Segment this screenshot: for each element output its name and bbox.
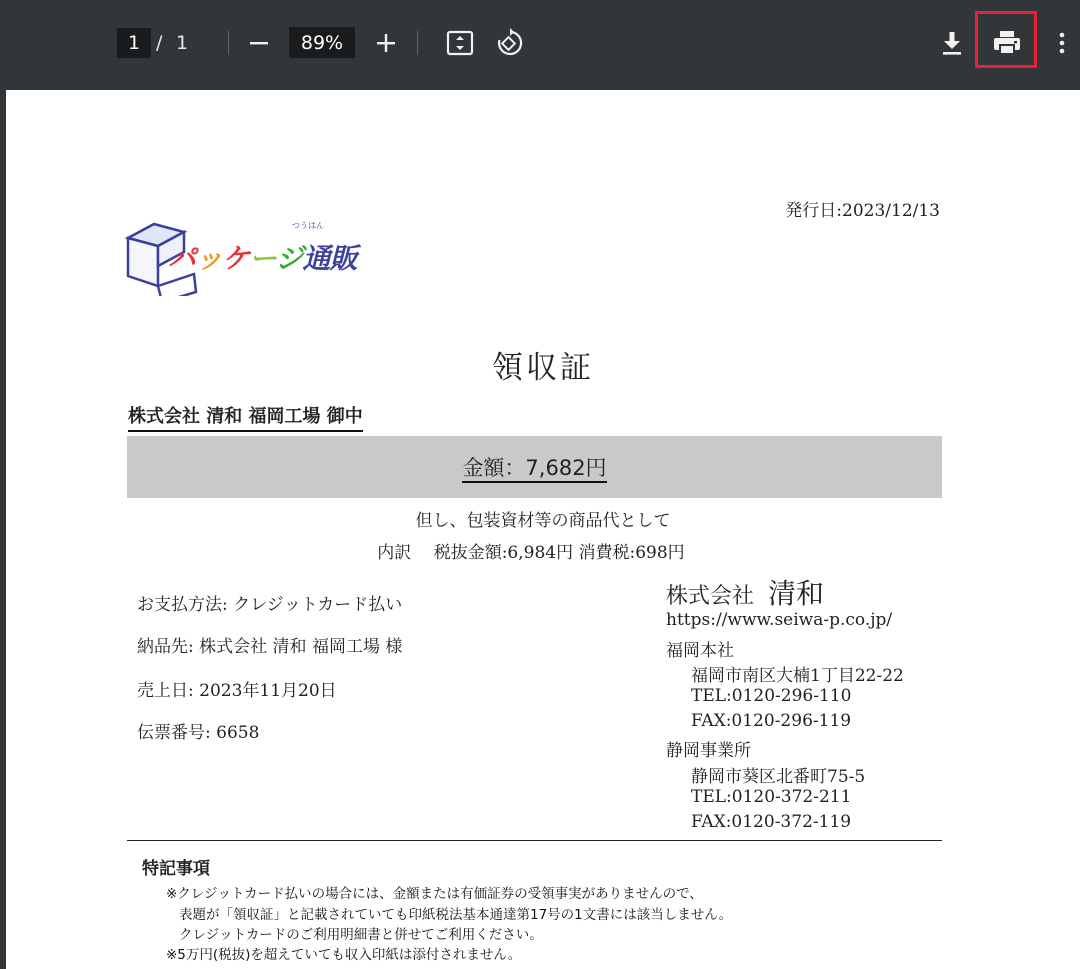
- page-separator: /: [156, 32, 163, 54]
- amount-band: [127, 436, 942, 498]
- pdf-page: [6, 90, 1080, 969]
- section-divider: [127, 840, 942, 841]
- fit-to-page-button[interactable]: [444, 27, 476, 59]
- office-tel: TEL:0120-372-211: [691, 787, 852, 807]
- svg-text:つうはん: つうはん: [292, 221, 324, 230]
- hq-fax: FAX:0120-296-119: [691, 711, 852, 731]
- minus-icon: [249, 33, 269, 53]
- svg-text:パッケージ通販: パッケージ通販: [168, 242, 357, 275]
- plus-icon: [376, 33, 396, 53]
- sale-date: 売上日: 2023年11月20日: [137, 681, 337, 701]
- document-title: 領収証: [492, 350, 594, 386]
- note-line: ※5万円(税抜)を超えていても収入印紙は添付されません。: [166, 947, 522, 963]
- zoom-out-button[interactable]: [244, 28, 274, 58]
- note-line: 表題が「領収証」と記載されていても印紙税法基本通達第17号の1文書には該当しません。: [179, 907, 733, 923]
- rotate-icon: [494, 28, 524, 58]
- amount-breakdown: 内訳 税抜金額:6,984円 消費税:698円: [377, 543, 685, 563]
- delivery-destination: 納品先: 株式会社 清和 福岡工場 様: [137, 637, 403, 657]
- toolbar-divider: [417, 31, 418, 55]
- recipient-name: 株式会社 清和 福岡工場 御中: [128, 402, 363, 432]
- company-logo: [124, 216, 379, 296]
- notes-title: 特記事項: [142, 859, 210, 879]
- office-label: 静岡事業所: [666, 741, 751, 761]
- issuer-url: https://www.seiwa-p.co.jp/: [666, 610, 893, 630]
- note-line: クレジットカードのご利用明細書と併せてご利用ください。: [179, 927, 543, 943]
- current-page-input[interactable]: 1: [117, 28, 151, 58]
- download-button[interactable]: [936, 26, 968, 60]
- hq-tel: TEL:0120-296-110: [691, 686, 852, 706]
- slip-number: 伝票番号: 6658: [137, 723, 260, 743]
- issuer-name-main: 清和: [768, 577, 825, 610]
- more-vert-icon: [1059, 31, 1065, 55]
- office-address: 静岡市葵区北番町75-5: [691, 767, 866, 787]
- total-pages: 1: [176, 32, 189, 54]
- proviso: 但し、包装資材等の商品代として: [415, 511, 671, 531]
- zoom-level-input[interactable]: 89%: [289, 27, 355, 58]
- rotate-button[interactable]: [492, 26, 526, 60]
- issuer-name-prefix: 株式会社: [666, 584, 755, 609]
- print-button-highlight: [975, 11, 1037, 68]
- issuer-name: [666, 572, 824, 612]
- payment-method: お支払方法: クレジットカード払い: [137, 595, 403, 615]
- amount-value: 金額：7,682円: [462, 456, 606, 483]
- more-actions-button[interactable]: [1052, 26, 1072, 60]
- toolbar-divider: [228, 31, 229, 55]
- hq-label: 福岡本社: [666, 641, 734, 661]
- pdf-toolbar: [0, 0, 1080, 87]
- office-fax: FAX:0120-372-119: [691, 812, 852, 832]
- note-line: ※クレジットカード払いの場合には、金額または有価証券の受領事実がありませんので、: [166, 886, 703, 902]
- fit-to-page-icon: [446, 30, 474, 56]
- amount: [127, 452, 942, 482]
- download-icon: [941, 30, 963, 56]
- hq-address: 福岡市南区大楠1丁目22-22: [691, 666, 904, 686]
- issue-date: 発行日:2023/12/13: [785, 201, 940, 221]
- zoom-in-button[interactable]: [371, 28, 401, 58]
